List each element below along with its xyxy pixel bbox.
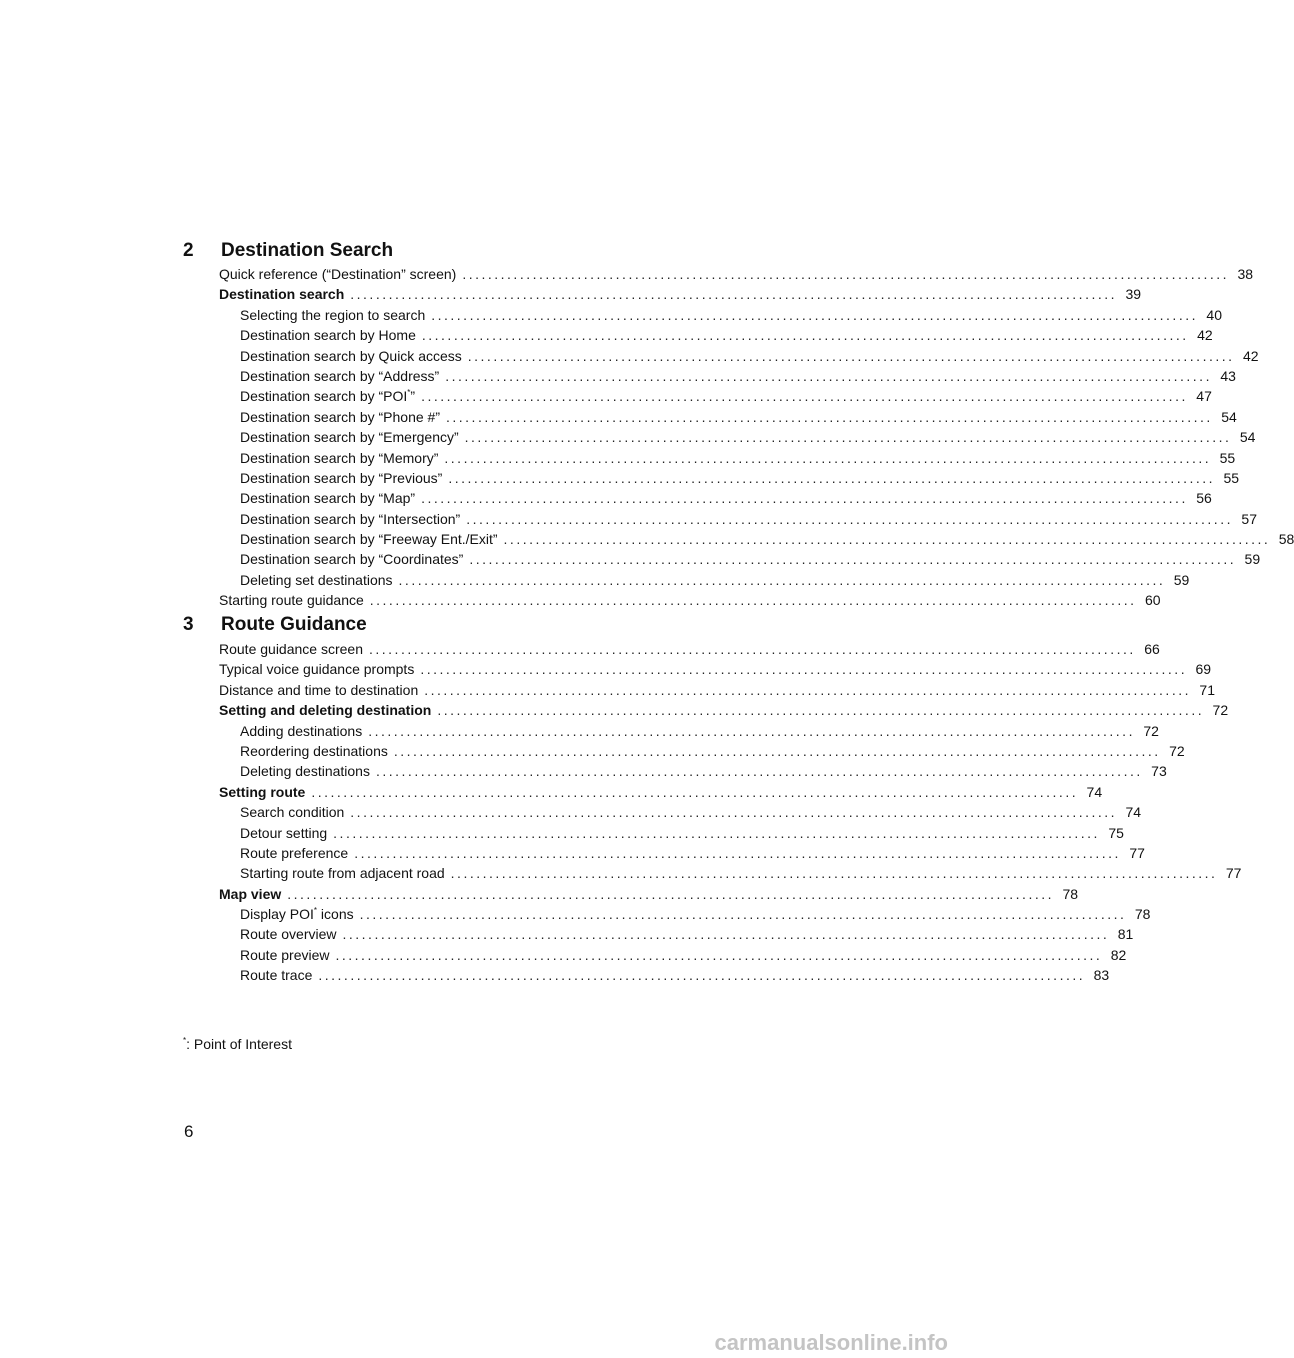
dot-leader: ........................................................................................................................: [464, 429, 1232, 446]
asterisk-mark: *: [407, 388, 411, 398]
dot-leader: ........................................................................................................................: [431, 306, 1198, 323]
dot-leader: ........................................................................................................................: [421, 327, 1189, 344]
dot-leader: ........................................................................................................................: [469, 551, 1237, 568]
toc-entry-title: Destination search by “Coordinates”: [240, 551, 464, 568]
toc-entry-title: Starting route from adjacent road: [240, 865, 445, 882]
toc-entry-title: Route overview: [240, 926, 337, 943]
dot-leader: ........................................................................................................................: [342, 926, 1110, 943]
toc-entry-title-part: ”: [410, 388, 416, 405]
section-title: Destination Search: [221, 240, 394, 261]
toc-entry[interactable]: [219, 448, 1236, 468]
toc-entry[interactable]: [219, 904, 1151, 924]
toc-entry-page: 69: [1195, 661, 1212, 678]
toc-entry[interactable]: [219, 509, 1257, 529]
dot-leader: ........................................................................................................................: [466, 510, 1233, 527]
toc-entry[interactable]: [219, 721, 1159, 741]
dot-leader: ........................................................................................................................: [393, 742, 1161, 759]
toc-entry[interactable]: [219, 529, 1294, 549]
toc-entry-page: 40: [1206, 306, 1222, 323]
toc-entry-title-part: icons: [317, 906, 354, 923]
dot-leader: ........................................................................................................................: [450, 865, 1218, 882]
toc-entry-page: 81: [1117, 926, 1134, 943]
toc-entry[interactable]: [219, 325, 1213, 345]
toc-entry-page: 43: [1220, 367, 1236, 384]
toc-entry[interactable]: [219, 590, 1161, 610]
toc-entry-title: Setting route: [219, 783, 306, 800]
section-number: 2: [183, 240, 194, 261]
toc-entry-title-part: Display POI: [240, 906, 314, 923]
toc-entry-page: 66: [1144, 641, 1160, 657]
toc-entry[interactable]: [219, 741, 1185, 761]
toc-entry[interactable]: [219, 843, 1145, 863]
toc-entry[interactable]: [219, 468, 1240, 488]
dot-leader: ........................................................................................................................: [467, 347, 1235, 364]
dot-leader: ........................................................................................................................: [421, 490, 1188, 507]
dot-leader: ........................................................................................................................: [335, 946, 1103, 963]
toc-entry[interactable]: [219, 570, 1190, 590]
toc-entry-title: Map view: [219, 885, 282, 902]
toc-entry-title: Destination search by “Freeway Ent./Exit”: [240, 531, 498, 548]
toc-entry-page: 42: [1197, 327, 1213, 344]
dot-leader: ........................................................................................................................: [354, 844, 1121, 861]
section-heading: [183, 240, 683, 262]
toc-entry[interactable]: [219, 782, 1103, 802]
dot-leader: ........................................................................................................................: [503, 531, 1271, 548]
toc-entry-title: Deleting destinations: [240, 763, 370, 780]
toc-entry-title: Route preference: [240, 844, 349, 861]
toc-entry[interactable]: [219, 427, 1256, 447]
toc-entry-page: 74: [1086, 783, 1103, 800]
toc-entry-page: 73: [1151, 763, 1167, 780]
toc-entry[interactable]: [219, 284, 1142, 304]
dot-leader: ........................................................................................................................: [462, 266, 1230, 282]
section-number: 3: [183, 614, 194, 635]
footnote-text: : Point of Interest: [186, 1036, 292, 1052]
toc-entry-title: Reordering destinations: [240, 742, 388, 759]
dot-leader: ........................................................................................................................: [369, 592, 1137, 609]
toc-entry-title: [240, 904, 354, 924]
toc-entry-page: 59: [1173, 571, 1190, 588]
toc-entry-title: Destination search by “Phone #”: [240, 408, 440, 425]
toc-entry-page: 39: [1125, 286, 1142, 303]
toc-entry-page: 77: [1129, 844, 1145, 861]
toc-entry[interactable]: [219, 884, 1079, 904]
toc-entry-page: 59: [1244, 551, 1261, 568]
toc-entry-page: 72: [1212, 702, 1229, 719]
toc-entry-title: Destination search by “Map”: [240, 490, 416, 507]
toc-entry-page: 56: [1196, 490, 1212, 507]
toc-entry-title: Distance and time to destination: [219, 681, 419, 698]
toc-entry-title: Selecting the region to search: [240, 306, 426, 323]
toc-entry[interactable]: [219, 700, 1229, 720]
toc-entry[interactable]: [219, 549, 1261, 569]
toc-entry-page: 42: [1242, 347, 1259, 364]
dot-leader: ........................................................................................................................: [437, 702, 1205, 719]
toc-entry-title: Quick reference (“Destination” screen): [219, 266, 457, 282]
toc-entry-page: 57: [1241, 510, 1257, 527]
toc-entry[interactable]: [219, 823, 1124, 843]
dot-leader: ........................................................................................................................: [398, 571, 1166, 588]
dot-leader: ........................................................................................................................: [420, 661, 1188, 678]
toc-entry[interactable]: [219, 965, 1110, 985]
toc-entry[interactable]: [219, 924, 1134, 944]
toc-list: [219, 264, 1294, 611]
dot-leader: ........................................................................................................................: [318, 967, 1086, 984]
dot-leader: ........................................................................................................................: [421, 388, 1188, 405]
section-title: Route Guidance: [221, 614, 367, 635]
toc-entry[interactable]: [219, 488, 1212, 508]
toc-entry[interactable]: [219, 761, 1167, 781]
toc-entry-page: 72: [1169, 742, 1185, 759]
page-number: 6: [184, 1122, 194, 1141]
toc-entry-page: 60: [1144, 592, 1161, 609]
footnote: [183, 1035, 292, 1053]
dot-leader: ........................................................................................................................: [311, 783, 1079, 800]
toc-entry-title: Detour setting: [240, 824, 328, 841]
dot-leader: ........................................................................................................................: [444, 449, 1212, 466]
dot-leader: ........................................................................................................................: [350, 286, 1118, 303]
toc-entry-page: 82: [1110, 946, 1127, 963]
toc-entry[interactable]: [219, 863, 1242, 883]
toc-entry-page: 78: [1134, 906, 1151, 923]
toc-entry-page: 47: [1196, 388, 1212, 405]
toc-entry-title: Destination search by Quick access: [240, 347, 462, 364]
toc-entry[interactable]: [219, 346, 1259, 366]
toc-entry-title: Destination search by Home: [240, 327, 416, 344]
dot-leader: ........................................................................................................................: [446, 408, 1213, 425]
toc-entry-page: 55: [1223, 469, 1240, 486]
dot-leader: ........................................................................................................................: [333, 824, 1100, 841]
dot-leader: ........................................................................................................................: [445, 367, 1212, 384]
toc-entry-title: Destination search by “Intersection”: [240, 510, 461, 527]
toc-entry-page: 74: [1125, 804, 1142, 821]
toc-list: [219, 639, 1242, 986]
toc-entry-title: Search condition: [240, 804, 345, 821]
dot-leader: ........................................................................................................................: [368, 722, 1135, 739]
toc-entry-page: 71: [1199, 681, 1215, 698]
toc-entry-page: 83: [1093, 967, 1110, 984]
toc-entry-title: Route preview: [240, 946, 330, 963]
toc-entry[interactable]: [219, 639, 1160, 659]
toc-entry[interactable]: [219, 945, 1127, 965]
toc-entry-page: 58: [1278, 531, 1294, 548]
footnote-mark: *: [183, 1036, 187, 1045]
toc-entry-title: [240, 386, 415, 406]
toc-entry-page: 75: [1108, 824, 1124, 841]
dot-leader: ........................................................................................................................: [350, 804, 1118, 821]
toc-entry-page: 54: [1221, 408, 1237, 425]
toc-entry-title: Destination search by “Memory”: [240, 449, 439, 466]
dot-leader: ........................................................................................................................: [375, 763, 1143, 780]
toc-entry[interactable]: [219, 407, 1237, 427]
dot-leader: ........................................................................................................................: [369, 641, 1136, 657]
toc-entry-page: 55: [1219, 449, 1236, 466]
toc-entry-page: 38: [1237, 266, 1254, 282]
toc-entry-title: Route trace: [240, 967, 313, 984]
section-heading: [183, 614, 683, 636]
toc-entry-page: 72: [1143, 722, 1159, 739]
toc-entry-title: Destination search by “Previous”: [240, 469, 443, 486]
asterisk-mark: *: [313, 906, 318, 916]
toc-entry-title: Deleting set destinations: [240, 571, 393, 588]
dot-leader: ........................................................................................................................: [448, 469, 1216, 486]
toc-entry-title: Destination search by “Emergency”: [240, 429, 459, 446]
toc-entry-title: Adding destinations: [240, 722, 363, 739]
toc-entry-title: Starting route guidance: [219, 592, 364, 609]
watermark: carmanualsonline.info: [714, 1330, 948, 1355]
toc-entry[interactable]: [219, 659, 1212, 679]
dot-leader: ........................................................................................................................: [287, 885, 1055, 902]
toc-entry[interactable]: [219, 264, 1254, 284]
toc-entry-title: Destination search by “Address”: [240, 367, 440, 384]
toc-entry[interactable]: [219, 802, 1142, 822]
toc-entry-title: Route guidance screen: [219, 641, 363, 657]
toc-entry-title-part: Destination search by “POI: [240, 388, 408, 405]
toc-entry-title: Setting and deleting destination: [219, 702, 432, 719]
toc-entry-page: 54: [1239, 429, 1256, 446]
dot-leader: ........................................................................................................................: [424, 681, 1191, 698]
toc-entry[interactable]: [219, 366, 1236, 386]
toc-entry-page: 77: [1225, 865, 1242, 882]
toc-entry[interactable]: [219, 680, 1215, 700]
toc-entry[interactable]: [219, 305, 1222, 325]
toc-entry[interactable]: [219, 386, 1212, 406]
dot-leader: ........................................................................................................................: [359, 906, 1127, 923]
toc-entry-page: 78: [1062, 885, 1079, 902]
toc-entry-title: Destination search: [219, 286, 345, 303]
toc-entry-title: Typical voice guidance prompts: [219, 661, 415, 678]
